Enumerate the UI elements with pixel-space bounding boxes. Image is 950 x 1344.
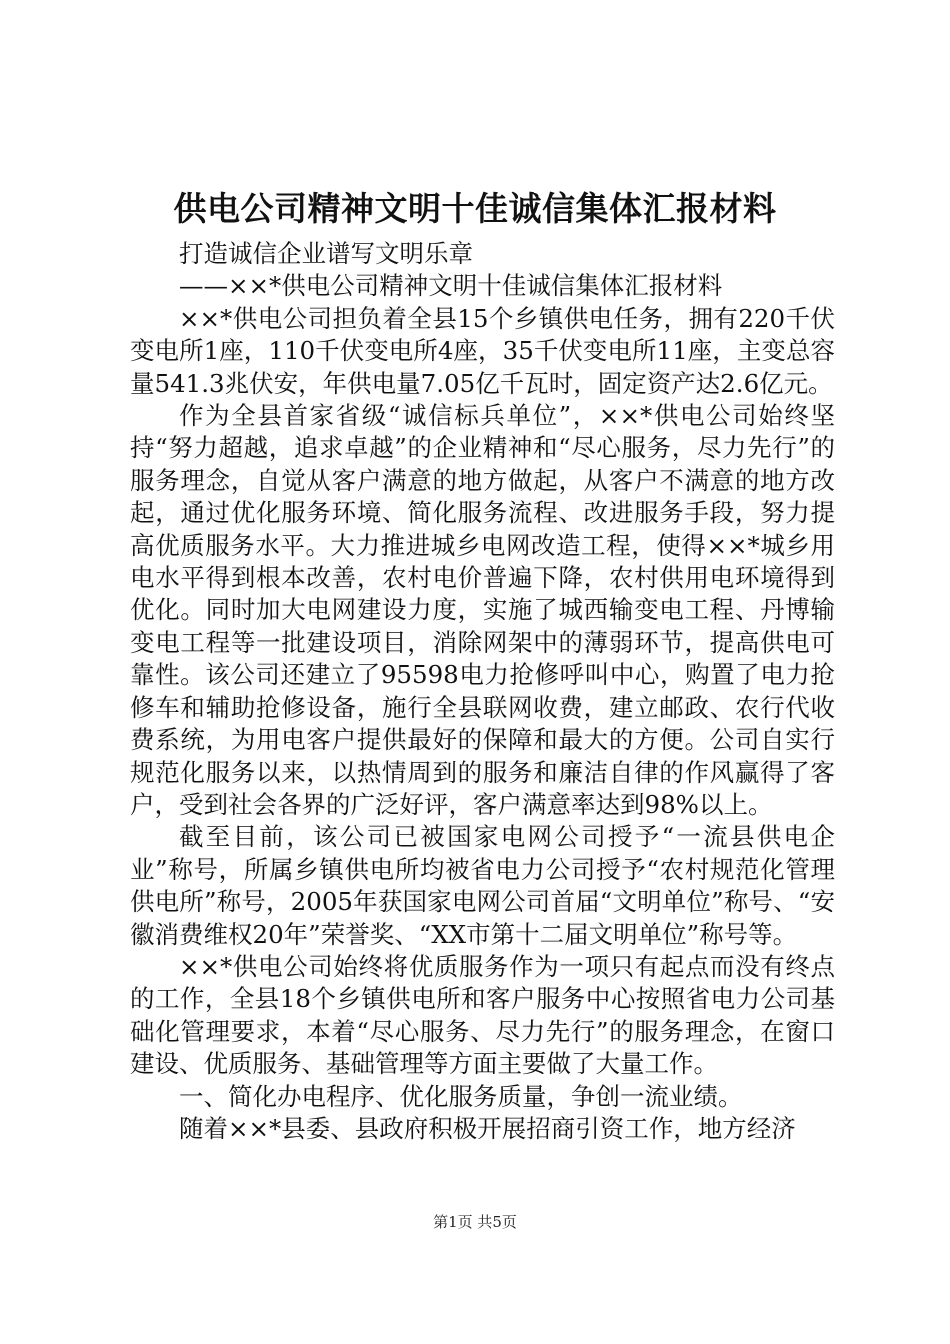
paragraph-honors: 截至目前，该公司已被国家电网公司授予“一流县供电企业”称号，所属乡镇供电所均被省电力公司授予“农村规范化管理供电所”称号，2005年获国家电网公司首届“文明单位”称号、“安徽消费维权20年”荣誉奖、“XX市第十二届文明单位”称号等。: [130, 822, 835, 949]
section-heading-one: 一、简化办电程序、优化服务质量，争创一流业绩。: [179, 1081, 743, 1111]
paragraph-service: ××*供电公司始终将优质服务作为一项只有起点而没有终点的工作，全县18个乡镇供电所和客户服务中心按照省电力公司基础化管理要求，本着“尽心服务、尽力先行”的服务理念，在窗口建设、优质服务、基础管理等方面主要做了大量工作。: [130, 951, 835, 1079]
document-body: [130, 238, 835, 1145]
document-title: 供电公司精神文明十佳诚信集体汇报材料: [173, 189, 777, 228]
subtitle-dash-line: ——××*供电公司精神文明十佳诚信集体汇报材料: [179, 271, 723, 301]
paragraph-intro: ××*供电公司担负着全县15个乡镇供电任务，拥有220千伏变电所1座，110千伏变电所4座，35千伏变电所11座，主变总容量541.3兆伏安，年供电量7.05亿千瓦时，固定资产达2.6亿元。: [130, 303, 835, 398]
page-footer: 第1页 共5页: [433, 1213, 517, 1231]
subtitle-line: 打造诚信企业谱写文明乐章: [179, 239, 473, 268]
paragraph-economy: 随着××*县委、县政府积极开展招商引资工作，地方经济: [179, 1113, 796, 1143]
paragraph-integrity: 作为全县首家省级“诚信标兵单位”，××*供电公司始终坚持“努力超越，追求卓越”的企业精神和“尽心服务，尽力先行”的服务理念，自觉从客户满意的地方做起，从客户不满意的地方改起，通过优化服务环境、简化服务流程、改进服务手段，努力提高优质服务水平。大力推进城乡电网改造工程，使得××*城乡用电水平得到根本改善，农村电价普遍下降，农村供用电环境得到优化。同时加大电网建设力度，实施了城西输变电工程、丹博输变电工程等一批建设项目，消除网架中的薄弱环节，提高供电可靠性。该公司还建立了95598电力抢修呼叫中心，购置了电力抢修车和辅助抢修设备，施行全县联网收费，建立邮政、农行代收费系统，为用电客户提供最好的保障和最大的方便。公司自实行规范化服务以来，以热情周到的服务和廉洁自律的作风赢得了客户，受到社会各界的广泛好评，客户满意率达到98%以上。: [130, 401, 835, 819]
